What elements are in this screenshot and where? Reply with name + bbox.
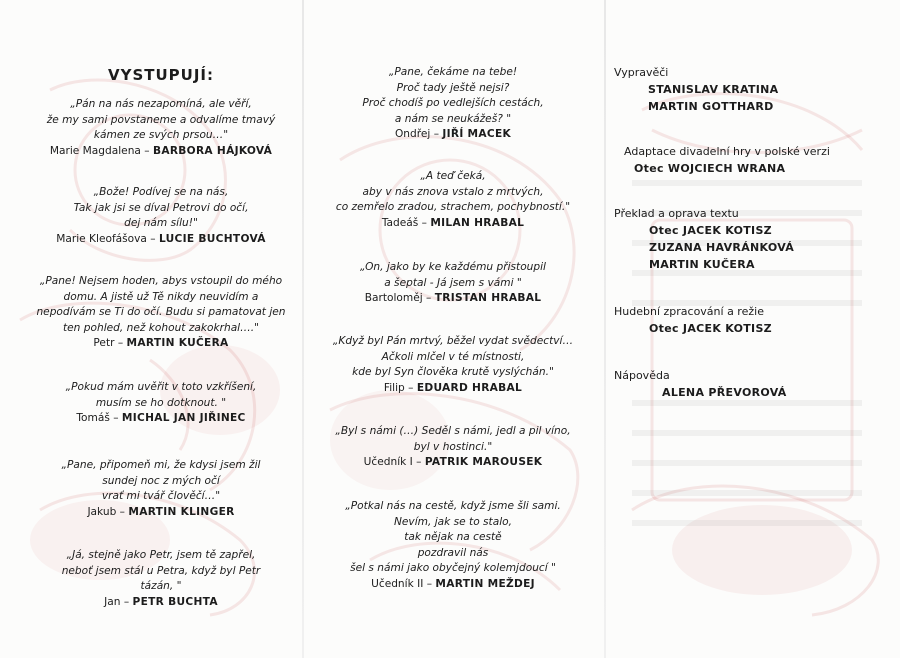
left-panel	[22, 0, 300, 658]
cast-entry	[22, 458, 300, 520]
actor-name: BARBORA HÁJKOVÁ	[152, 144, 273, 157]
quote-line: a šeptal - Já jsem s vámi "	[384, 276, 522, 289]
quote-line: nepodívám se Ti do očí. Budu si pamatovat jen	[36, 306, 286, 318]
role-line: Jakub – MARTIN KLINGER	[87, 505, 235, 518]
role-line: Tomáš – MICHAL JAN JIŘINEC	[76, 412, 246, 424]
quote-line: „Pane, čekáme na tebe!	[388, 66, 518, 78]
quote-line: „Pane! Nejsem hoden, abys vstoupil do mého	[39, 275, 283, 287]
role-name: Filip	[383, 381, 405, 394]
role-name: Učedník II	[371, 577, 424, 590]
quote-line: ten pohled, než kohout zakokrhal…."	[63, 321, 259, 334]
role-name: Marie Magdalena	[49, 144, 141, 157]
credit-music-direction	[612, 303, 882, 337]
actor-name: MICHAL JAN JIŘINEC	[121, 412, 246, 424]
actor-name: JIŘÍ MACEK	[442, 128, 512, 140]
quote-line: Nevím, jak se to stalo,	[393, 515, 512, 528]
credit-narrators	[612, 64, 882, 115]
actor-name: LUCIE BUCHTOVÁ	[158, 232, 266, 245]
credit-label: Nápověda	[614, 369, 670, 382]
role-name: Tadeáš	[381, 216, 419, 229]
actor-name: EDUARD HRABAL	[416, 381, 523, 394]
credit-label: Vypravěči	[614, 66, 669, 79]
actor-name: MILAN HRABAL	[430, 216, 525, 229]
credit-name: STANISLAV KRATINA	[648, 83, 779, 96]
middle-panel	[308, 0, 598, 658]
credit-name: MARTIN GOTTHARD	[648, 100, 774, 113]
quote-line: tázán, "	[140, 580, 182, 592]
cast-entry	[22, 185, 300, 247]
credit-name: Otec WOJCIECH WRANA	[634, 162, 786, 175]
quote-line: Proč tady ještě nejsi?	[396, 81, 510, 94]
quote-line: aby v nás znova vstalo z mrtvých,	[362, 185, 544, 198]
role-line: Filip – EDUARD HRABAL	[383, 381, 523, 394]
cast-entry	[308, 260, 598, 307]
role-name: Petr	[93, 337, 115, 349]
credit-name: Otec JACEK KOTISZ	[649, 224, 772, 237]
credit-name: Otec JACEK KOTISZ	[649, 322, 772, 335]
quote-line: „Potkal nás na cestě, když jsme šli sami.	[345, 500, 561, 512]
credit-name: ZUZANA HAVRÁNKOVÁ	[649, 241, 795, 254]
actor-name: MARTIN KLINGER	[128, 505, 235, 518]
cast-heading: VYSTUPUJÍ:	[107, 66, 215, 84]
quote-line: neboť jsem stál u Petra, když byl Petr	[61, 564, 261, 577]
quote-line: kámen ze svých prsou…"	[93, 129, 229, 141]
cast-entry	[22, 548, 300, 610]
role-line: Marie Magdalena – BARBORA HÁJKOVÁ	[49, 144, 273, 157]
quote-line: „Pane, připomeň mi, že kdysi jsem žil	[61, 459, 261, 471]
role-line: Petr – MARTIN KUČERA	[93, 337, 229, 349]
role-line: Marie Kleofášova – LUCIE BUCHTOVÁ	[56, 232, 266, 245]
cast-entry	[308, 169, 598, 231]
credit-adaptation	[612, 143, 882, 177]
fold-line-left	[302, 0, 304, 658]
role-name: Bartoloměj	[364, 292, 423, 304]
quote-line: že my sami povstaneme a odvalíme tmavý	[46, 113, 276, 126]
quote-line: musím se ho dotknout. "	[95, 396, 227, 409]
cast-entry	[22, 97, 300, 159]
quote-line: „Pán na nás nezapomíná, ale věří,	[70, 98, 252, 110]
quote-line: co zemřelo zradou, strachem, pochybností."	[335, 201, 571, 213]
quote-line: domu. A jistě už Tě nikdy neuvidím a	[63, 290, 259, 303]
cast-entry	[308, 424, 598, 471]
credit-prompter	[612, 367, 882, 401]
actor-name: TRISTAN HRABAL	[434, 292, 542, 304]
role-line: Učedník II – MARTIN MEŽDEJ	[371, 577, 535, 590]
role-name: Tomáš	[76, 412, 110, 424]
quote-line: tak nějak na cestě	[404, 531, 502, 543]
cast-entry	[308, 65, 598, 143]
quote-line: „Bože! Podívej se na nás,	[93, 186, 229, 198]
cast-entry	[22, 274, 300, 352]
quote-line: „Když byl Pán mrtvý, běžel vydat svědectví…	[332, 335, 574, 347]
quote-line: a nám se neukážeš? "	[394, 112, 512, 125]
fold-line-right	[604, 0, 606, 658]
credit-name: ALENA PŘEVOROVÁ	[662, 386, 787, 399]
actor-name: MARTIN KUČERA	[126, 337, 229, 349]
quote-line: „Pokud mám uvěřit v toto vzkříšení,	[65, 381, 257, 393]
cast-entry	[308, 334, 598, 396]
cast-entry	[308, 499, 598, 592]
quote-line: „A teď čeká,	[420, 170, 486, 182]
actor-name: PETR BUCHTA	[132, 595, 218, 608]
quote-line: vrať mi tvář člověčí…"	[101, 490, 221, 502]
quote-line: dej nám sílu!"	[124, 217, 198, 229]
role-name: Ondřej	[394, 128, 431, 140]
quote-line: šel s námi jako obyčejný kolemjdoucí "	[350, 562, 556, 574]
role-name: Jan	[104, 595, 121, 608]
cast-entry	[22, 380, 300, 427]
role-line: Bartoloměj – TRISTAN HRABAL	[364, 292, 542, 304]
credit-translation	[612, 205, 882, 273]
role-name: Učedník I	[363, 456, 413, 468]
credit-label: Hudební zpracování a režie	[614, 305, 764, 318]
quote-line: byl v hostinci."	[413, 440, 493, 453]
quote-line: pozdravil nás	[417, 546, 489, 559]
quote-line: Tak jak jsi se díval Petrovi do očí,	[73, 201, 249, 214]
quote-line: Proč chodíš po vedlejších cestách,	[362, 97, 544, 109]
role-line: Ondřej – JIŘÍ MACEK	[394, 128, 512, 140]
quote-line: sundej noc z mých očí	[102, 474, 220, 487]
quote-line: „On, jako by ke každému přistoupil	[359, 261, 547, 273]
quote-line: kde byl Syn člověka krutě vyslýchán."	[352, 366, 554, 378]
role-name: Jakub	[87, 505, 117, 518]
quote-line: „Já, stejně jako Petr, jsem tě zapřel,	[66, 549, 256, 561]
role-name: Marie Kleofášova	[56, 232, 147, 245]
role-line: Učedník I – PATRIK MAROUSEK	[363, 456, 543, 468]
role-line: Jan – PETR BUCHTA	[104, 595, 218, 608]
actor-name: PATRIK MAROUSEK	[424, 456, 543, 468]
quote-line: Ačkoli mlčel v té místnosti,	[381, 350, 525, 363]
actor-name: MARTIN MEŽDEJ	[435, 577, 535, 590]
role-line: Tadeáš – MILAN HRABAL	[381, 216, 525, 229]
credit-label: Překlad a oprava textu	[614, 207, 739, 220]
quote-line: „Byl s námi (…) Seděl s námi, jedl a pil víno,	[335, 425, 571, 437]
credit-label: Adaptace divadelní hry v polské verzi	[624, 145, 830, 158]
credit-name: MARTIN KUČERA	[649, 258, 755, 271]
right-panel	[612, 0, 882, 658]
